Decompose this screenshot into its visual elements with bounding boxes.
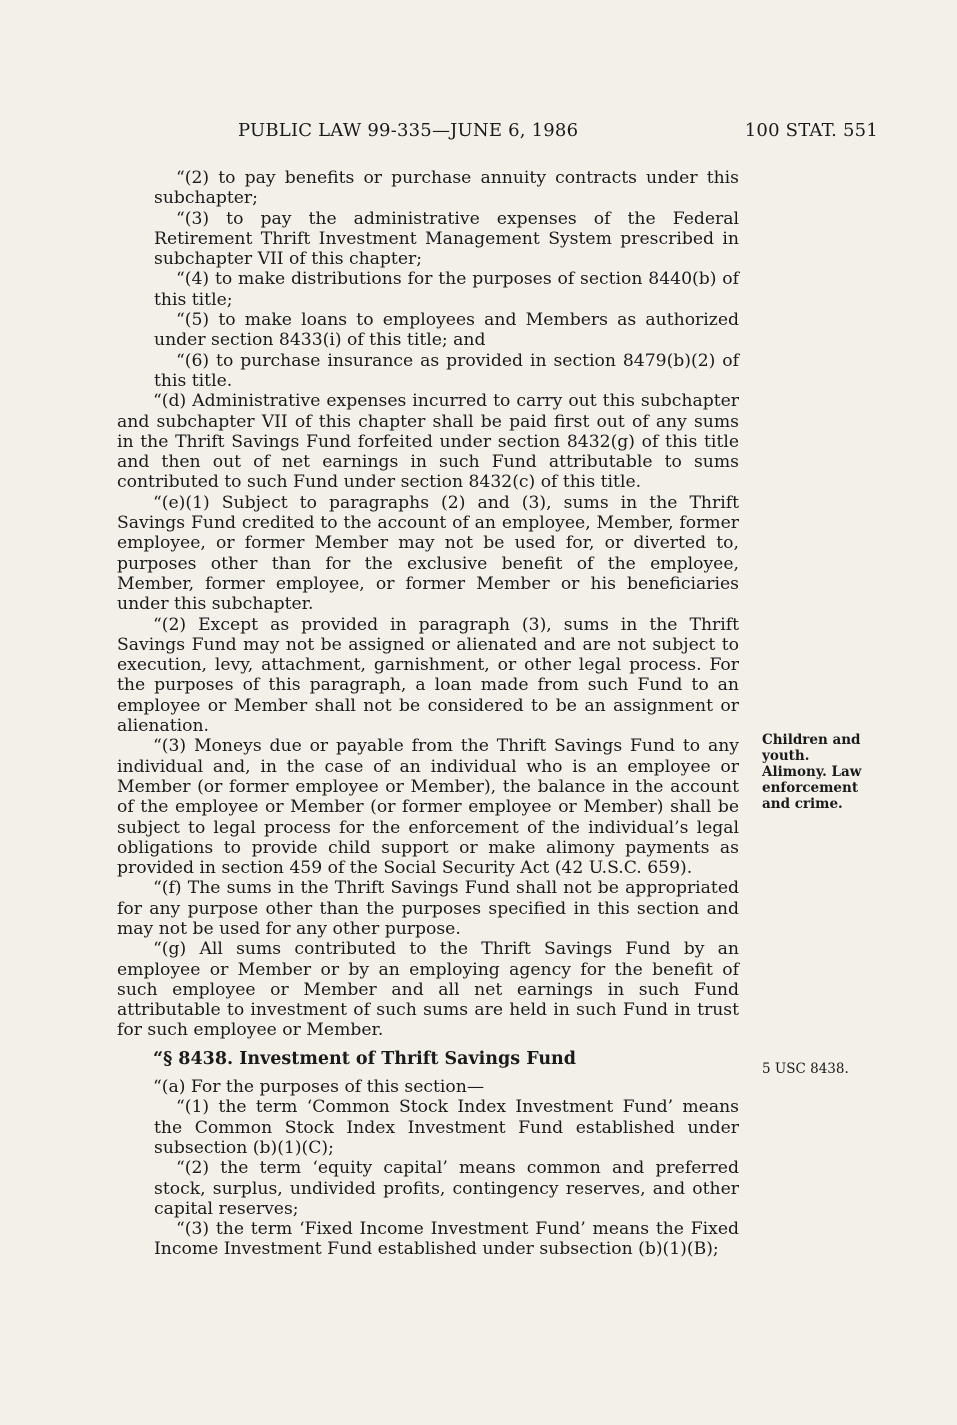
subsection-a: “(a) For the purposes of this section— — [153, 1077, 485, 1098]
definition-2: “(2) the term ‘equity capital’ means common and preferred stock, surplus, undivided profits, contingency reserves, and other capital reserves; — [154, 1158, 739, 1219]
clause-c6: “(6) to purchase insurance as provided in section 8479(b)(2) of this title. — [154, 350, 739, 391]
body-text — [117, 168, 739, 1260]
header-title: PUBLIC LAW 99-335—JUNE 6, 1986 — [238, 120, 579, 141]
subsection-f: “(f) The sums in the Thrift Savings Fund shall not be appropriated for any purpose other than the purposes specified in this section and may not be used for any other purpose. — [117, 878, 739, 939]
margin-note-topics: Children and youth. Alimony. Law enforcement and crime. — [762, 732, 862, 812]
subsection-e3: “(3) Moneys due or payable from the Thrift Savings Fund to any individual and, in the case of an individual who is an employee or Member (or former employee or Member), the balance in the account of the employee or Member (or former employee or Member) shall be subject to legal process for the enforcement of the individual’s legal obligations to provide child support or make alimony payments as provided in section 459 of the Social Security Act (42 U.S.C. 659). — [117, 736, 739, 879]
subsection-e1: “(e)(1) Subject to paragraphs (2) and (3), sums in the Thrift Savings Fund credited to the account of an employee, Member, former employee, or former Member may not be used for, or diverted to, purposes other than for the exclusive benefit of the employee, Member, former employee, or former Member or his beneficiaries under this subchapter. — [117, 492, 739, 615]
clause-c3: “(3) to pay the administrative expenses of the Federal Retirement Thrift Investment Management System prescribed in subchapter VII of this chapter; — [154, 208, 739, 270]
clause-c2: “(2) to pay benefits or purchase annuity contracts under this subchapter; — [154, 168, 739, 209]
page-header — [238, 120, 878, 141]
subsection-g: “(g) All sums contributed to the Thrift Savings Fund by an employee or Member or by an employing agency for the benefit of such employee or Member and all net earnings in such Fund attributable to investment of such sums are held in such Fund in trust for such employee or Member. — [117, 939, 739, 1041]
clause-c5: “(5) to make loans to employees and Members as authorized under section 8433(i) of this title; and — [154, 310, 739, 351]
definition-1: “(1) the term ‘Common Stock Index Investment Fund’ means the Common Stock Index Investment Fund established under subsection (b)(1)(C); — [154, 1097, 739, 1158]
definition-3: “(3) the term ‘Fixed Income Investment Fund’ means the Fixed Income Investment Fund established under subsection (b)(1)(B); — [154, 1219, 739, 1260]
clause-c4: “(4) to make distributions for the purposes of section 8440(b) of this title; — [154, 269, 739, 310]
header-stat: 100 STAT. 551 — [744, 120, 878, 141]
subsection-d: “(d) Administrative expenses incurred to carry out this subchapter and subchapter VII of this chapter shall be paid first out of any sums in the Thrift Savings Fund forfeited under section 8432(g) of this title and then out of net earnings in such Fund attributable to sums contributed to such Fund under section 8432(c) of this title. — [117, 391, 739, 493]
margin-note-citation: 5 USC 8438. — [762, 1061, 849, 1077]
subsection-e2: “(2) Except as provided in paragraph (3), sums in the Thrift Savings Fund may not be assigned or alienated and are not subject to execution, levy, attachment, garnishment, or other legal process. For the purposes of this paragraph, a loan made from such Fund to an employee or Member shall not be considered to be an assignment or alienation. — [117, 614, 739, 737]
section-heading: “§ 8438. Investment of Thrift Savings Fund — [153, 1048, 577, 1069]
